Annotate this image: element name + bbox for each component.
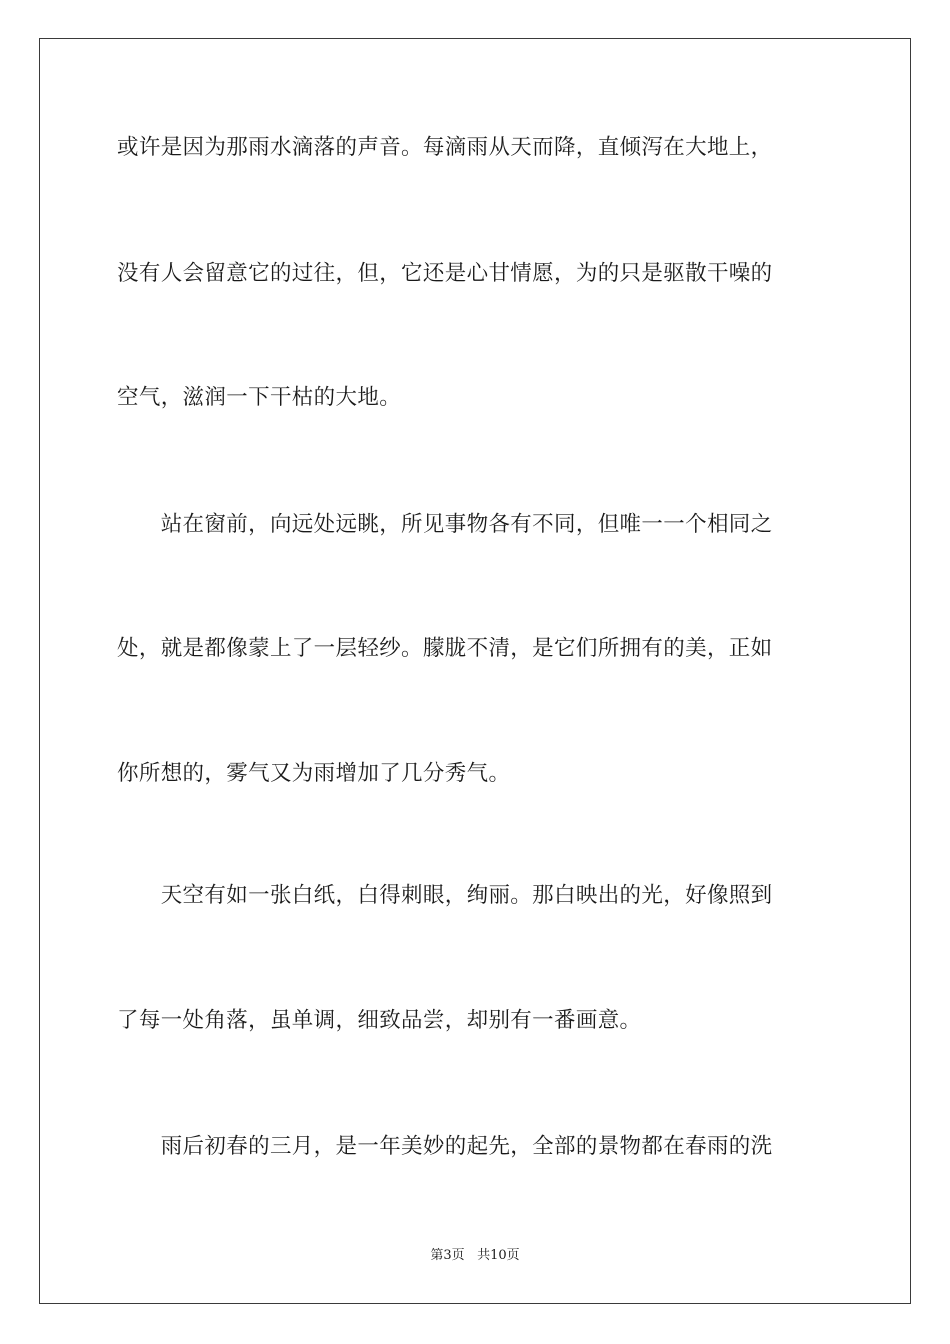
text-line: 没有人会留意它的过往，但，它还是心甘情愿，为的只是驱散干噪的	[117, 261, 773, 286]
page-footer	[0, 1247, 950, 1265]
text-line: 了每一处角落，虽单调，细致品尝，却别有一番画意。	[117, 1008, 642, 1033]
text-line: 你所想的，雾气又为雨增加了几分秀气。	[117, 761, 511, 786]
text-line: 站在窗前，向远处远眺，所见事物各有不同，但唯一一个相同之	[117, 512, 773, 537]
text-line: 空气，滋润一下干枯的大地。	[117, 385, 402, 410]
text-line: 处，就是都像蒙上了一层轻纱。朦胧不清，是它们所拥有的美，正如	[117, 636, 773, 661]
text-line: 或许是因为那雨水滴落的声音。每滴雨从天而降，直倾泻在大地上，	[117, 135, 773, 160]
current-page-number: 第3页	[430, 1248, 465, 1263]
text-line: 雨后初春的三月，是一年美妙的起先，全部的景物都在春雨的洗	[117, 1134, 773, 1159]
page-border	[39, 38, 911, 1304]
total-pages: 共10页	[477, 1248, 520, 1263]
text-line: 天空有如一张白纸，白得刺眼，绚丽。那白映出的光，好像照到	[117, 883, 773, 908]
